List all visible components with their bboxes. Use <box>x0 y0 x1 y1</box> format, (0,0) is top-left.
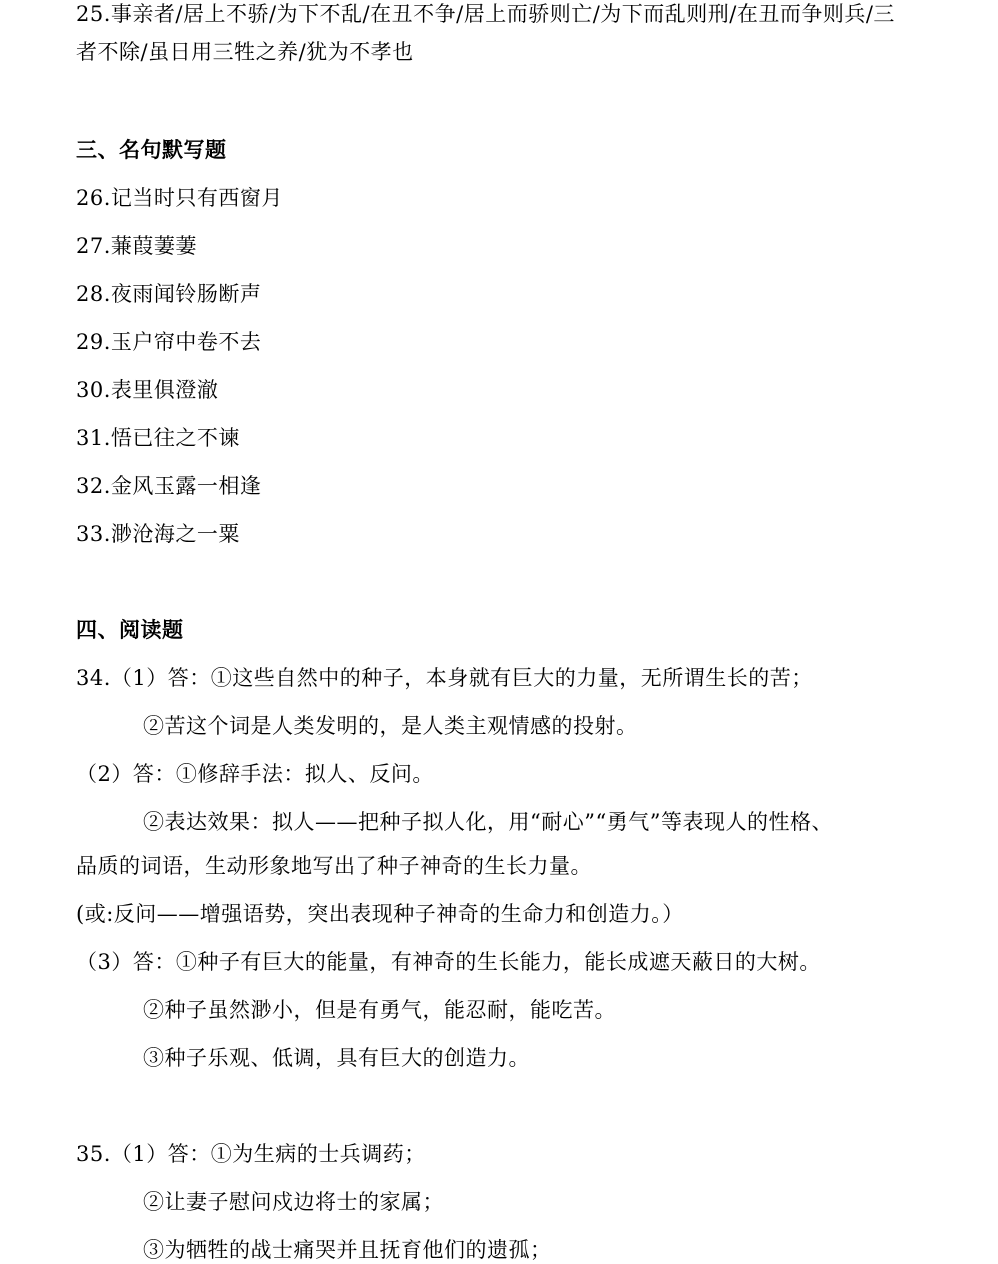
q35-line3: ③为牺牲的战士痛哭并且抚育他们的遗孤； <box>143 1238 552 1262</box>
q35-line2: ②让妻子慰问戍边将士的家属； <box>143 1190 444 1214</box>
q34-part3-line2: ②种子虽然渺小，但是有勇气，能忍耐，能吃苦。 <box>143 998 616 1022</box>
q26-answer: 26.记当时只有西窗月 <box>76 186 283 210</box>
q31-answer: 31.悟已往之不谏 <box>76 426 240 450</box>
q34-part2-line3: 品质的词语，生动形象地写出了种子神奇的生长力量。 <box>76 854 592 878</box>
q34-part2-line4: (或:反问——增强语势，突出表现种子神奇的生命力和创造力。） <box>76 902 684 926</box>
q34-part1-line2: ②苦这个词是人类发明的，是人类主观情感的投射。 <box>143 714 638 738</box>
q33-answer: 33.渺沧海之一粟 <box>76 522 240 546</box>
q35-line1: 35.（1）答：①为生病的士兵调药； <box>76 1142 426 1166</box>
q34-part3-line3: ③种子乐观、低调，具有巨大的创造力。 <box>143 1046 530 1070</box>
q25-line-1: 25.事亲者/居上不骄/为下不乱/在丑不争/居上而骄则亡/为下而乱则刑/在丑而争则兵/三 <box>76 2 895 26</box>
q30-answer: 30.表里俱澄澈 <box>76 378 219 402</box>
q25-line-2: 者不除/虽日用三牲之养/犹为不孝也 <box>76 40 414 64</box>
section-4-heading: 四、阅读题 <box>76 618 184 642</box>
q32-answer: 32.金风玉露一相逢 <box>76 474 262 498</box>
q27-answer: 27.蒹葭萋萋 <box>76 234 197 258</box>
q34-part2-line1: （2）答：①修辞手法：拟人、反问。 <box>76 762 434 786</box>
q34-part1-line1: 34.（1）答：①这些自然中的种子，本身就有巨大的力量，无所谓生长的苦； <box>76 666 813 690</box>
q34-part3-line1: （3）答：①种子有巨大的能量，有神奇的生长能力，能长成遮天蔽日的大树。 <box>76 950 821 974</box>
q29-answer: 29.玉户帘中卷不去 <box>76 330 262 354</box>
q34-part2-line2: ②表达效果：拟人——把种子拟人化，用“耐心”“勇气”等表现人的性格、 <box>143 810 833 834</box>
q28-answer: 28.夜雨闻铃肠断声 <box>76 282 262 306</box>
section-3-heading: 三、名句默写题 <box>76 138 227 162</box>
